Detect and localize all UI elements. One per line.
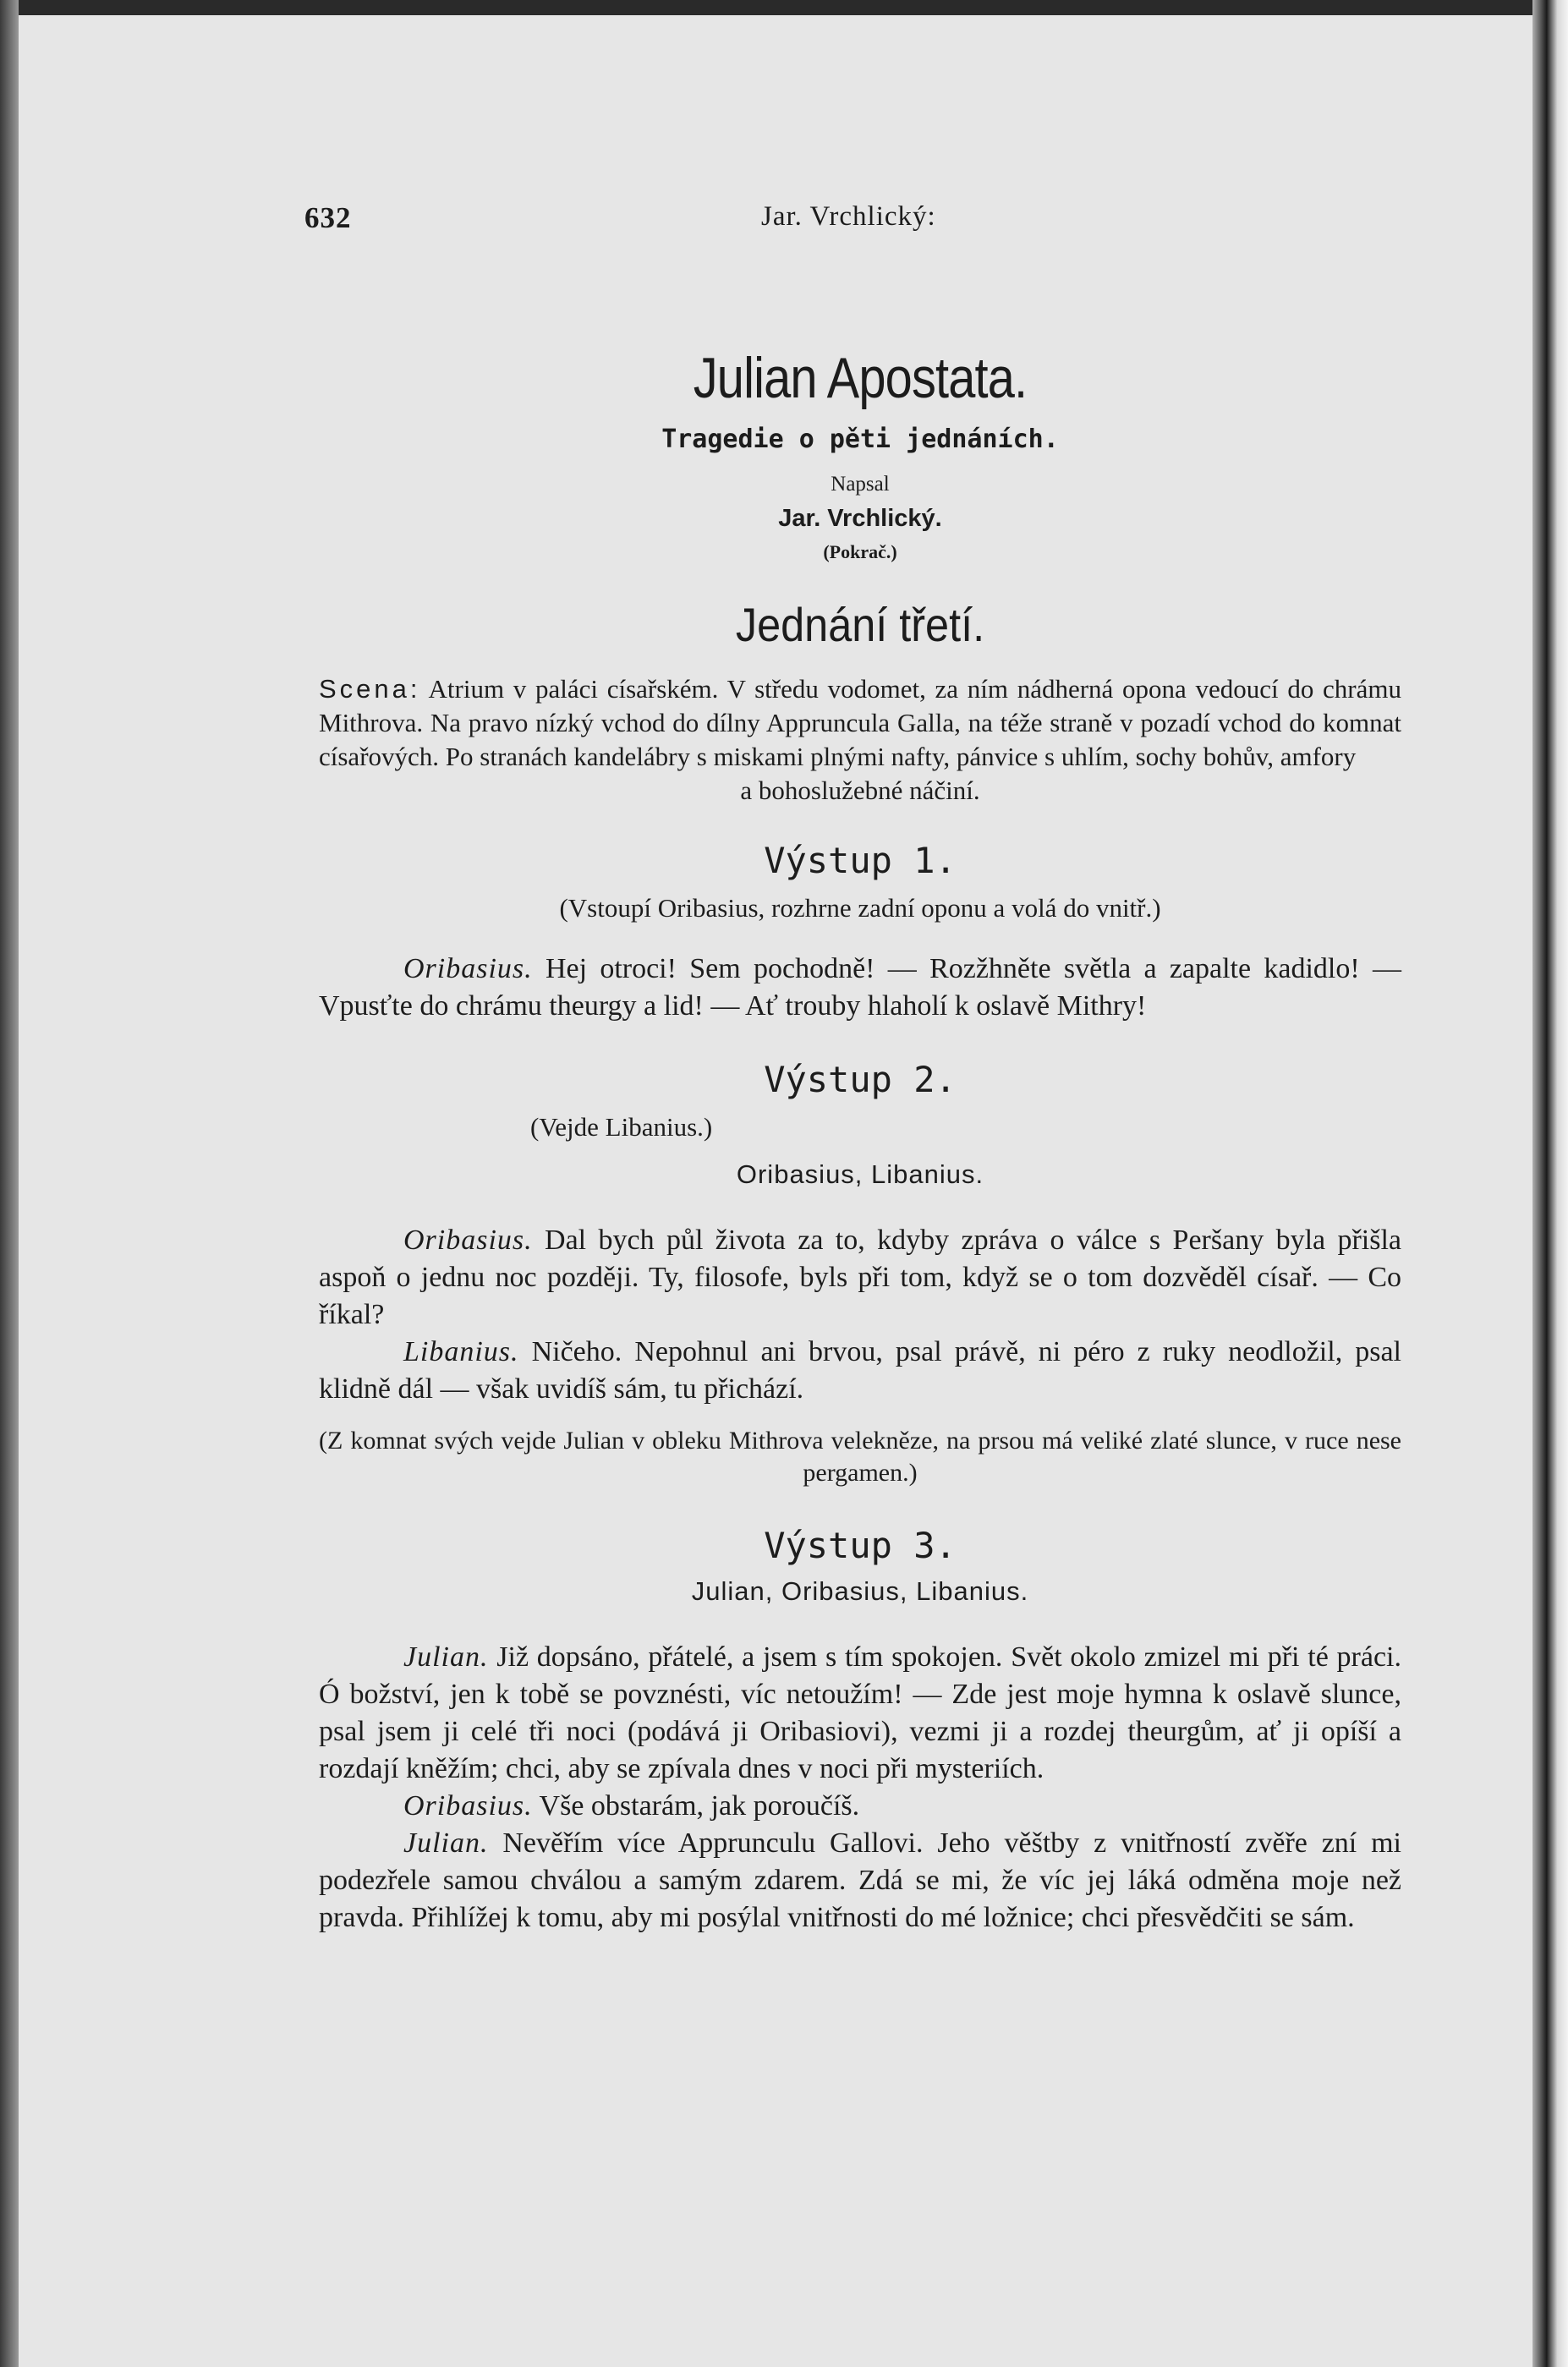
running-head: Jar. Vrchlický:	[761, 201, 936, 232]
speech-text: Ničeho. Nepohnul ani brvou, psal právě, ni péro z ruky neodložil, psal klidně dál — však uvidíš sám, tu přichází.	[319, 1336, 1402, 1405]
page-number: 632	[304, 201, 352, 234]
scene-1-heading: Výstup 1.	[764, 840, 957, 881]
play-subtitle: Tragedie o pěti jednáních.	[661, 425, 1059, 454]
speaker-name: Julian.	[403, 1827, 489, 1859]
byline-label: Napsal	[831, 473, 890, 496]
scene-2-heading: Výstup 2.	[764, 1059, 957, 1100]
speaker-name: Julian.	[403, 1641, 489, 1673]
speech	[319, 1788, 1401, 1825]
speech	[319, 1825, 1401, 1937]
scene-2-persons: Oribasius, Libanius.	[736, 1159, 984, 1189]
continued-note: (Pokrač.)	[823, 541, 897, 562]
speech	[319, 1222, 1401, 1334]
speech-text: Již dopsáno, přátelé, a jsem s tím spokojen. Svět okolo zmizel mi při té práci. Ó božství, jen k tobě se povznésti, víc netoužím! — Zde jest moje hymna k oslavě slunce, psal jsem ji celé tři noci (podává ji Oribasiovi), vezmi ji a rozdej theurgům, ať ji opíší a rozdají kněžím; chci, aby se zpívala dnes v noci při mysteriích.	[319, 1641, 1402, 1784]
speaker-name: Libanius.	[403, 1336, 519, 1367]
scene-label: Scena:	[319, 674, 421, 704]
author-name: Jar. Vrchlický.	[778, 505, 942, 532]
play-title: Julian Apostata.	[693, 346, 1028, 410]
scan-border-right	[1532, 0, 1568, 2367]
speech-text: Nevěřím více Apprunculu Gallovi. Jeho věštby z vnitřností zvěře zní mi podezřele samou chválou a samým zdarem. Zdá se mi, že víc jej láká odměna moje než pravda. Přihlížej k tomu, aby mi posýlal vnitřnosti do mé ložnice; chci přesvědčiti se sám.	[319, 1827, 1401, 1933]
scene-2-stage-direction: (Vejde Libanius.)	[530, 1112, 713, 1142]
act-title: Jednání třetí.	[735, 598, 985, 651]
scene-text: Atrium v paláci císařském. V středu vodomet, za ním nádherná opona vedoucí do chrámu Mithrova. Na pravo nízký vchod do dílny Apprunculа Galla, na téže straně v pozadí vchod do komnat císařových. Po stranách kandelábry s miskami plnými nafty, pánvice s uhlím, sochy bohův, amfory	[319, 674, 1401, 771]
speaker-name: Oribasius.	[403, 1225, 533, 1256]
speaker-name: Oribasius.	[403, 1790, 533, 1822]
speech-text: Hej otroci! Sem pochodně! — Rozžhněte světla a zapalte kadidlo! — Vpusťte do chrámu theurgy a lid! — Ať trouby hlaholí k oslavě Mithry!	[319, 953, 1401, 1022]
scene-1-stage-direction: (Vstoupí Oribasius, rozhrne zadní oponu a volá do vnitř.)	[559, 893, 1161, 923]
scene-description	[319, 672, 1401, 774]
scene-text-end: a bohoslužebné náčiní.	[740, 775, 980, 805]
scene-3-heading: Výstup 3.	[764, 1525, 957, 1566]
speech	[319, 1334, 1401, 1408]
speech	[319, 951, 1401, 1025]
scan-border-top	[0, 0, 1568, 15]
scene-2-closing-stage-direction: (Z komnat svých vejde Julian v obleku Mithrova velekněze, na prsou má veliké zlaté slunce, v ruce nese pergamen.)	[319, 1427, 1401, 1487]
page-content	[319, 345, 1401, 1937]
speaker-name: Oribasius.	[403, 953, 533, 984]
scene-3-persons: Julian, Oribasius, Libanius.	[691, 1576, 1029, 1606]
speech-text: Vše obstarám, jak poroučíš.	[539, 1790, 860, 1822]
scan-border-left	[0, 0, 19, 2367]
book-page	[19, 15, 1532, 2367]
page-header	[304, 201, 1235, 252]
speech	[319, 1639, 1401, 1788]
speech-text: Dal bych půl života za to, kdyby zpráva o válce s Peršany byla přišla aspoň o jednu noc později. Ty, filosofe, byls při tom, když se o tom dozvěděl císař. — Co říkal?	[319, 1225, 1402, 1330]
